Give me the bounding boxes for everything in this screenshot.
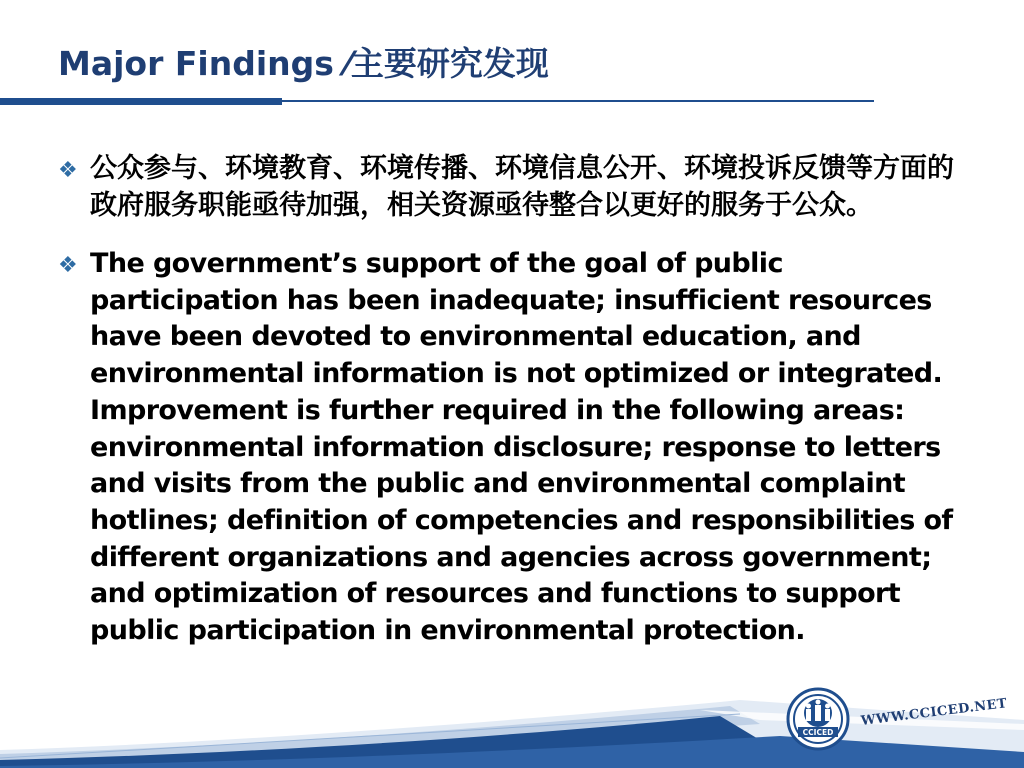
slide-title: Major Findings ⁄主要研究发现 (58, 44, 549, 83)
bullet-text: 公众参与、环境教育、环境传播、环境信息公开、环境投诉反馈等方面的政府服务职能亟待加强，相关资源亟待整合以更好的服务于公众。 (90, 153, 954, 221)
bullet-item-english (58, 246, 968, 650)
title-underline-thin (282, 100, 874, 102)
diamond-bullet-icon: ❖ (58, 253, 78, 278)
site-url-text: WWW.CCICED.NET (860, 696, 1009, 729)
logo-text: CCICED (802, 728, 834, 737)
title-underline-thick (0, 98, 282, 105)
bullet-text: The government’s support of the goal of public participation has been inadequate; insufficient resources have been devoted to environmental education, and environmental information is not optimized or integrated. Improvement is further required in the following areas: environmental information disclosure; response to letters and visits from the public and environmental complaint hotlines; definition of competencies and responsibilities of different organizations and agencies across government; and optimization of resources and functions to support public participation in environmental protection. (90, 248, 953, 647)
bullet-list (58, 150, 968, 650)
cciced-logo-icon (786, 687, 850, 751)
bullet-item-chinese (58, 150, 968, 224)
diamond-bullet-icon: ❖ (58, 158, 78, 183)
